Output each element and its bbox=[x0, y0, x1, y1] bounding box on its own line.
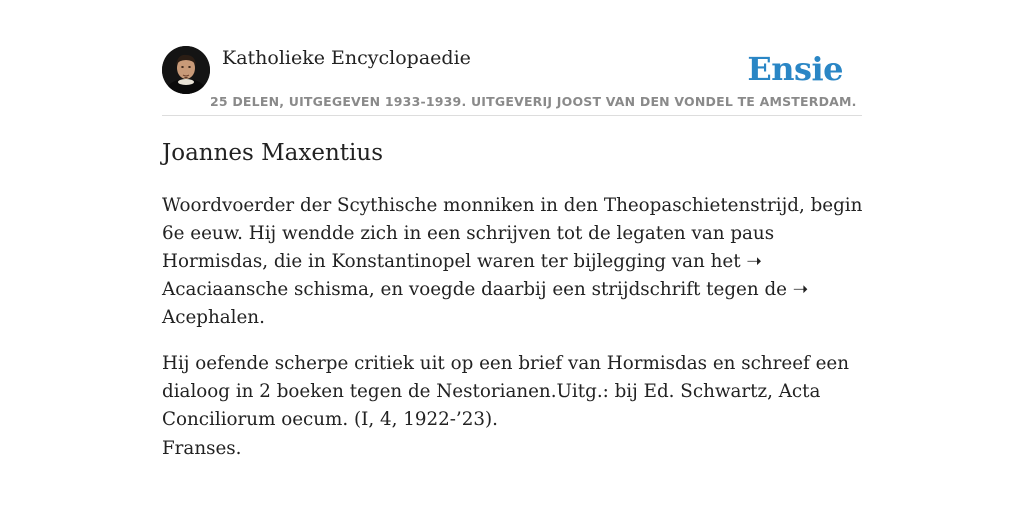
entry-paragraph: Hij oefende scherpe critiek uit op een brief van Hormisdas en schreef een dialoog in 2 boeken tegen de Nestorianen.Uitg.: bij Ed. Schwartz, Acta Conciliorum oecum. (I, 4, 1922-’23). bbox=[162, 353, 850, 430]
book-subtitle: 25 DELEN, UITGEGEVEN 1933-1939. UITGEVERIJ JOOST VAN DEN VONDEL TE AMSTERDAM. bbox=[210, 94, 857, 109]
entry-body bbox=[162, 192, 867, 452]
entry-author: Franses. bbox=[162, 438, 242, 459]
brand-logo[interactable]: Ensie bbox=[747, 50, 843, 88]
header-divider bbox=[162, 115, 862, 116]
entry-title: Joannes Maxentius bbox=[162, 140, 384, 166]
entry-paragraph: Woordvoerder der Scythische monniken in den Theopaschietenstrijd, begin 6e eeuw. Hij wendde zich in een schrijven tot de legaten van paus Hormisdas, die in Konstantinopel waren ter bijlegging van het ➝ Acaciaansche schisma, en voegde daarbij een strijdschrift tegen de ➝ Acephalen. bbox=[162, 195, 863, 328]
book-title[interactable]: Katholieke Encyclopaedie bbox=[222, 47, 471, 69]
book-avatar[interactable] bbox=[162, 46, 210, 94]
header bbox=[162, 46, 862, 116]
portrait-icon bbox=[162, 46, 210, 94]
